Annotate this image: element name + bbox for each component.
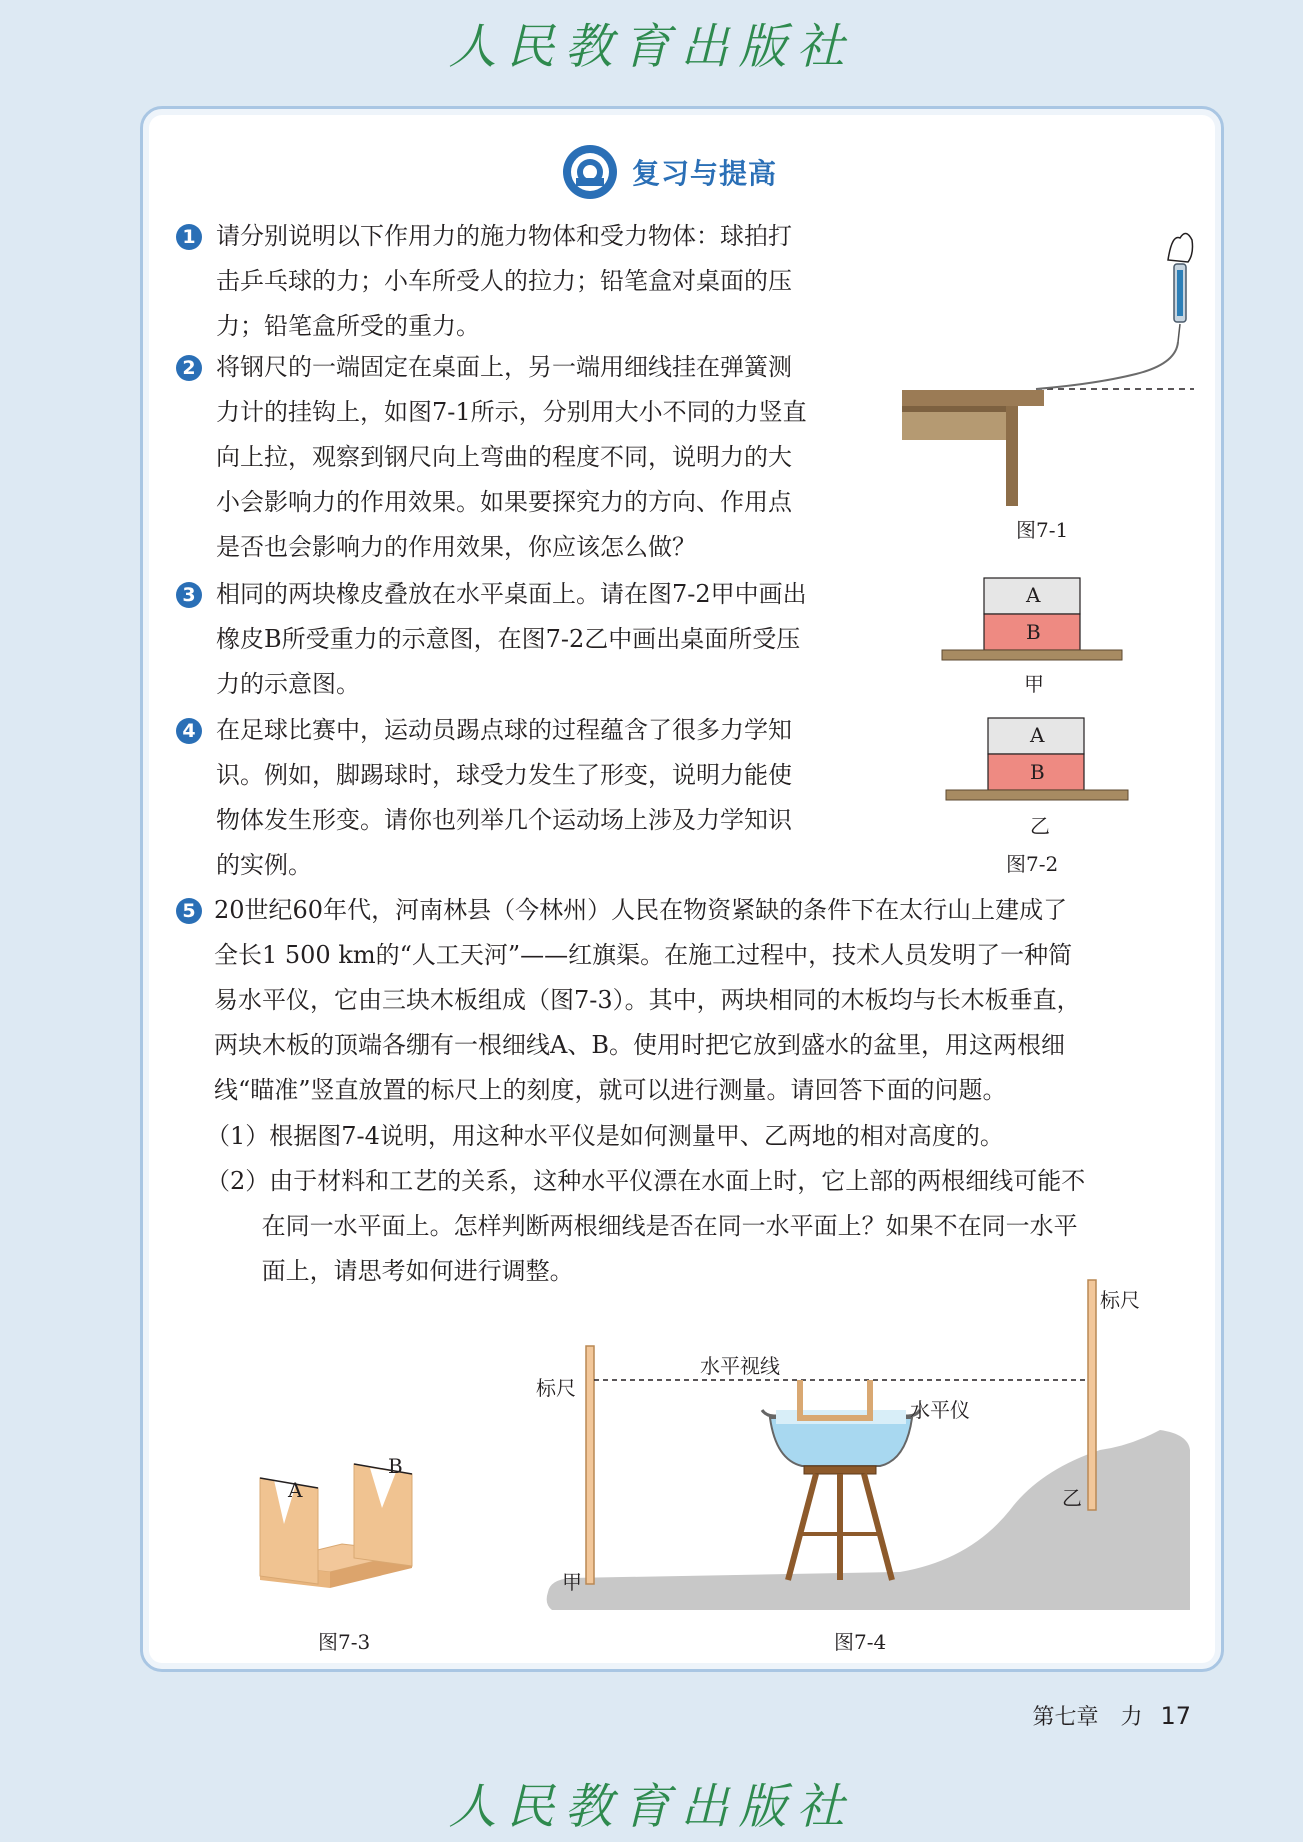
question-number: 2 (176, 355, 202, 381)
figure-7-3 (250, 1448, 430, 1618)
question-number: 1 (176, 224, 202, 250)
eraser-b-label: B (1026, 620, 1041, 644)
question-line: 将钢尺的一端固定在桌面上，另一端用细线挂在弹簧测 (216, 353, 792, 381)
figure-7-3-caption: 图7-3 (318, 1630, 371, 1654)
table-surface (942, 650, 1122, 660)
question-line: 橡皮B所受重力的示意图，在图7-2乙中画出桌面所受压 (216, 625, 801, 653)
eraser-a-label: A (1026, 583, 1041, 607)
thread-b-label: B (388, 1454, 403, 1478)
subquestion-1 (206, 1114, 1004, 1159)
question-line: 请分别说明以下作用力的施力物体和受力物体：球拍打 (216, 222, 792, 250)
right-ruler (1088, 1280, 1096, 1510)
point-jia-label: 甲 (562, 1570, 582, 1594)
figure-7-4-caption: 图7-4 (834, 1630, 887, 1654)
publisher-logo-top: 人民教育出版社 (448, 19, 855, 75)
figure-7-1-caption: 图7-1 (1016, 518, 1069, 542)
desk-leg (1006, 406, 1018, 506)
left-ruler-label: 标尺 (536, 1376, 576, 1400)
desk-front (902, 412, 1016, 440)
question-line: 在足球比赛中，运动员踢点球的过程蕴含了很多力学知 (216, 716, 792, 744)
question-line: 线“瞄准”竖直放置的标尺上的刻度，就可以进行测量。请回答下面的问题。 (214, 1076, 1007, 1104)
eraser-b-label: B (1030, 760, 1045, 784)
subquestion-line: （2）由于材料和工艺的关系，这种水平仪漂在水面上时，它上部的两根细线可能不 (206, 1167, 1086, 1195)
figure-7-2-jia-label: 甲 (1024, 672, 1044, 696)
question-line: 力计的挂钩上，如图7-1所示，分别用大小不同的力竖直 (216, 398, 807, 426)
section-title: 复习与提高 (632, 157, 778, 190)
question-number: 3 (176, 582, 202, 608)
question-line: 击乒乓球的力；小车所受人的拉力；铅笔盒对桌面的压 (216, 267, 792, 295)
page-number: 17 (1160, 1702, 1191, 1730)
thread-a-label: A (288, 1478, 303, 1502)
table-surface (946, 790, 1128, 800)
desk-top (902, 390, 1044, 406)
point-yi-label: 乙 (1062, 1486, 1082, 1510)
water-basin (770, 1418, 912, 1466)
question-line: 物体发生形变。请你也列举几个运动场上涉及力学知识 (216, 806, 792, 834)
stool-leg (788, 1474, 816, 1580)
page-footer (1032, 1700, 1191, 1731)
question-line: 两块木板的顶端各绷有一根细线A、B。使用时把它放到盛水的盆里，用这两根细 (214, 1031, 1065, 1059)
question-line: 是否也会影响力的作用效果，你应该怎么做？ (216, 533, 696, 561)
question-line: 力；铅笔盒所受的重力。 (216, 312, 480, 340)
spring-scale-thread (1178, 324, 1180, 342)
question-line: 小会影响力的作用效果。如果要探究力的方向、作用点 (216, 488, 792, 516)
hand-icon (1168, 233, 1193, 262)
figure-7-1 (896, 224, 1198, 510)
desk-edge (902, 406, 1016, 412)
figure-7-2-yi-label: 乙 (1030, 814, 1050, 838)
question-line: 20世纪60年代，河南林县（今林州）人民在物资紧缺的条件下在太行山上建成了 (214, 896, 1068, 924)
eraser-a-label: A (1030, 723, 1045, 747)
question-line: 相同的两块橡皮叠放在水平桌面上。请在图7-2甲中画出 (216, 580, 807, 608)
section-header (562, 140, 777, 204)
question-line: 的实例。 (216, 851, 312, 879)
question-line: 向上拉，观察到钢尺向上弯曲的程度不同，说明力的大 (216, 443, 792, 471)
question-line: 力的示意图。 (216, 670, 360, 698)
publisher-logo-bottom: 人民教育出版社 (448, 1779, 855, 1835)
chapter-label: 第七章 力 (1032, 1705, 1143, 1730)
subquestion-line: （1）根据图7-4说明，用这种水平仪是如何测量甲、乙两地的相对高度的。 (206, 1122, 1004, 1150)
level-label: 水平仪 (910, 1398, 970, 1422)
question-number: 4 (176, 718, 202, 744)
left-ruler (586, 1346, 594, 1584)
review-icon (562, 144, 618, 200)
subquestion-line: 面上，请思考如何进行调整。 (206, 1257, 574, 1285)
figure-7-2-caption: 图7-2 (1006, 852, 1059, 876)
stool-top (804, 1466, 876, 1474)
subquestion-line: 在同一水平面上。怎样判断两根细线是否在同一水平面上？如果不在同一水平 (206, 1212, 1078, 1240)
sightline-label: 水平视线 (700, 1354, 780, 1378)
figure-7-4 (540, 1270, 1200, 1620)
right-ruler-label: 标尺 (1100, 1288, 1140, 1312)
question-line: 易水平仪，它由三块木板组成（图7-3）。其中，两块相同的木板均与长木板垂直， (214, 986, 1081, 1014)
stool-leg (864, 1474, 892, 1580)
question-number: 5 (176, 898, 202, 924)
bent-steel-ruler (1036, 342, 1178, 389)
question-line: 识。例如，脚踢球时，球受力发生了形变，说明力能使 (216, 761, 792, 789)
question-line: 全长1 500 km的“人工天河”——红旗渠。在施工过程中，技术人员发明了一种简 (214, 941, 1073, 969)
